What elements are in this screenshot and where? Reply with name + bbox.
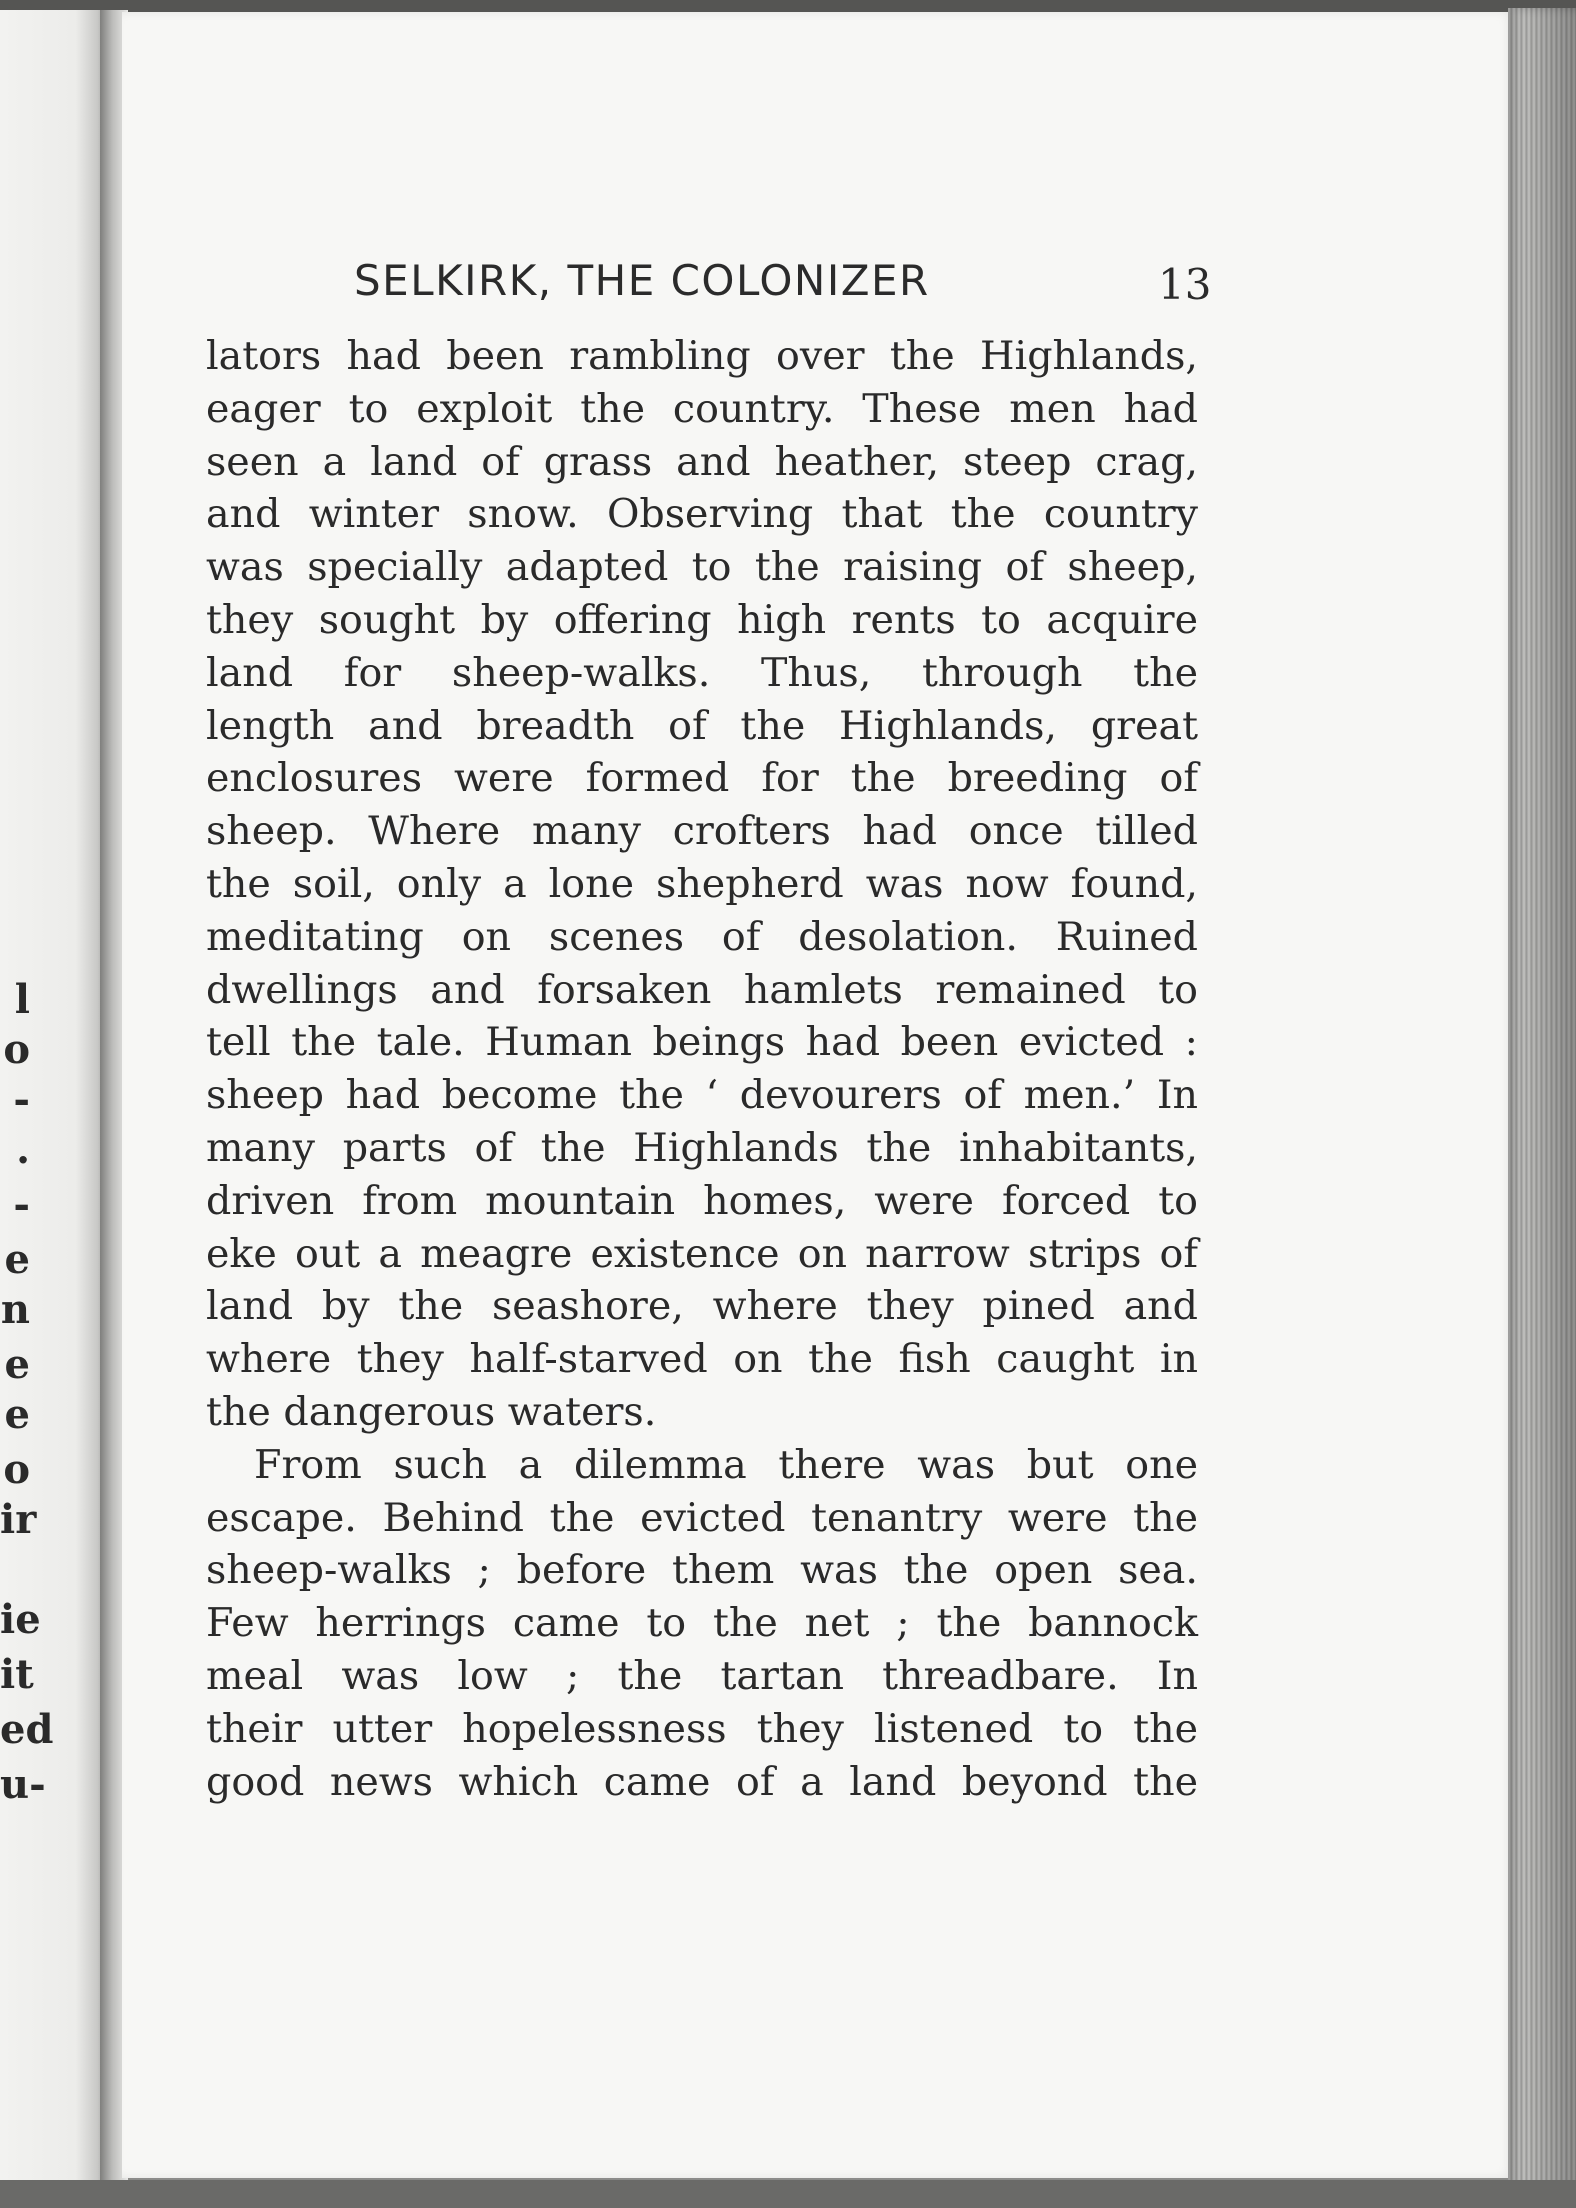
text-line: eager to exploit the country. These men had xyxy=(206,385,1198,432)
fragment-text: l xyxy=(14,976,30,1023)
previous-page-fragments xyxy=(0,10,108,2190)
fragment-text: o xyxy=(3,1026,30,1073)
scanner-top-edge xyxy=(0,0,1576,12)
text-line: sheep. Where many crofters had once tilled xyxy=(206,808,1198,855)
text-line: tell the tale. Human beings had been evicted : xyxy=(206,1019,1198,1066)
text-line: the soil, only a lone shepherd was now found, xyxy=(206,860,1198,907)
text-line: lators had been rambling over the Highlands, xyxy=(206,333,1198,379)
fragment-text: e xyxy=(4,1236,30,1283)
running-head-title: SELKIRK, THE COLONIZER xyxy=(354,256,930,305)
text-line: they sought by offering high rents to acquire xyxy=(206,596,1198,643)
text-line: many parts of the Highlands the inhabitants, xyxy=(206,1124,1198,1171)
text-line: Few herrings came to the net ; the bannock xyxy=(206,1600,1198,1647)
paragraph xyxy=(206,330,1198,1439)
text-line: land by the seashore, where they pined and xyxy=(206,1283,1198,1330)
text-line: enclosures were formed for the breeding of xyxy=(206,755,1198,802)
text-line: dwellings and forsaken hamlets remained to xyxy=(206,966,1198,1013)
text-line: eke out a meagre existence on narrow strips of xyxy=(206,1230,1198,1277)
page-stack-edge xyxy=(1508,8,1576,2198)
fragment-text: o xyxy=(3,1446,30,1493)
previous-page-edge xyxy=(0,10,108,2190)
text-line: where they half-starved on the fish caught in xyxy=(206,1336,1198,1383)
fragment-text: n xyxy=(0,1286,30,1333)
text-line: meal was low ; the tartan threadbare. In xyxy=(206,1652,1198,1699)
text-line: land for sheep-walks. Thus, through the xyxy=(206,649,1198,696)
text-line: seen a land of grass and heather, steep crag, xyxy=(206,438,1198,485)
scanner-bottom-edge xyxy=(0,2180,1576,2208)
text-line: length and breadth of the Highlands, great xyxy=(206,702,1198,749)
fragment-text: ed xyxy=(0,1706,54,1753)
text-line: meditating on scenes of desolation. Ruined xyxy=(206,913,1198,960)
text-line: the dangerous waters. xyxy=(206,1388,657,1435)
fragment-text: u- xyxy=(0,1761,46,1808)
text-line: good news which came of a land beyond the xyxy=(206,1758,1198,1805)
text-line: and winter snow. Observing that the country xyxy=(206,491,1198,538)
text-line: was specially adapted to the raising of sheep, xyxy=(206,544,1198,591)
running-head xyxy=(200,256,1212,316)
fragment-text: e xyxy=(4,1341,30,1388)
text-line: their utter hopelessness they listened to the xyxy=(206,1705,1198,1752)
text-line: sheep had become the ‘ devourers of men.’ In xyxy=(206,1072,1198,1119)
fragment-text: it xyxy=(0,1651,34,1698)
fragment-text: - xyxy=(13,1181,30,1228)
fragment-text: - xyxy=(13,1076,30,1123)
fragment-text: ir xyxy=(0,1496,37,1543)
paragraph xyxy=(206,1439,1198,1809)
fragment-text: e xyxy=(4,1391,30,1438)
fragment-text: . xyxy=(16,1126,30,1173)
text-line: driven from mountain homes, were forced to xyxy=(206,1177,1198,1224)
text-line: sheep-walks ; before them was the open sea. xyxy=(206,1547,1198,1594)
text-line: escape. Behind the evicted tenantry were the xyxy=(206,1494,1198,1541)
body-text xyxy=(206,330,1198,1808)
page-number: 13 xyxy=(1158,260,1212,309)
fragment-text: ie xyxy=(0,1596,41,1643)
text-line: From such a dilemma there was but one xyxy=(254,1441,1198,1488)
